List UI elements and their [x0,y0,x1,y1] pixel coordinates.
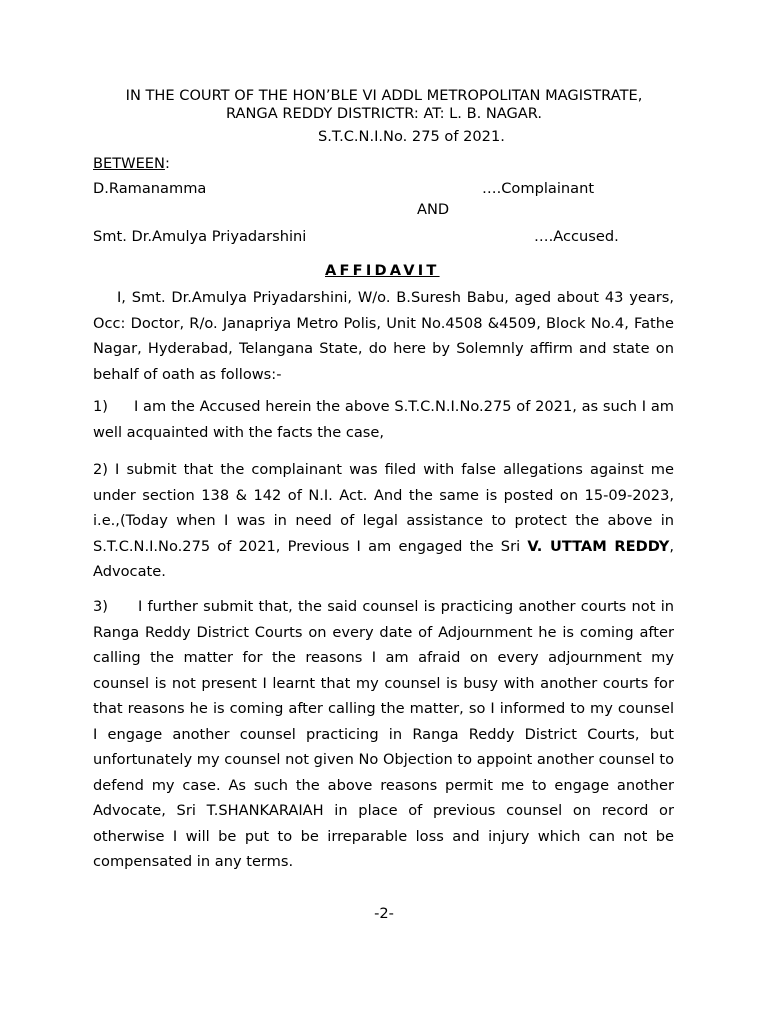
page-number: -2- [374,905,394,922]
intro-paragraph: I, Smt. Dr.Amulya Priyadarshini, W/o. B.Suresh Babu, aged about 43 years, Occ: Doctor, R/o. Janapriya Metro Polis, Unit No.4508 &4509, Block No.4, Fathe Nagar, Hyderabad, Telangana State, do here by Solemnly affirm and state on behalf of oath as follows:- [93,289,674,383]
complainant-role: ….Complainant [482,180,595,197]
paragraph-1-text: I am the Accused herein the above S.T.C.N.I.No.275 of 2021, as such I am well acquainted with the facts the case, [93,398,674,441]
between-label: BETWEEN [93,155,165,172]
affidavit-title-text: AFFIDAVIT [325,262,440,279]
case-number: S.T.C.N.I.No. 275 of 2021. [318,128,505,145]
paragraph-3-number: 3) [93,598,108,615]
complainant-name: D.Ramanamma [93,180,207,197]
paragraph-1-number: 1) [93,398,108,415]
between-heading [93,155,170,172]
paragraph-3 [93,594,674,875]
paragraph-2 [93,457,674,585]
accused-role: ….Accused. [534,228,619,245]
paragraph-1 [93,394,674,445]
affidavit-title [325,262,440,279]
between-colon: : [164,155,170,172]
court-heading-line1: IN THE COURT OF THE HON’BLE VI ADDL METROPOLITAN MAGISTRATE, [125,87,643,104]
accused-name: Smt. Dr.Amulya Priyadarshini [93,228,307,245]
and-label: AND [417,201,450,218]
paragraph-2-text-end: , Advocate. [93,537,674,580]
advocate-name: V. UTTAM REDDY [527,537,670,555]
paragraph-2-text: 2) I submit that the complainant was filed with false allegations against me under section 138 & 142 of N.I. Act. And the same is posted on 15-09-2023, i.e.,(Today when I was in need of legal assistance to protect the above in S.T.C.N.I.No.275 of 2021, Previous I am engaged the Sri [93,461,674,555]
court-heading-line2: RANGA REDDY DISTRICTR: AT: L. B. NAGAR. [225,105,543,122]
paragraph-3-text: I further submit that, the said counsel is practicing another courts not in Ranga Reddy District Courts on every date of Adjournment he is coming after calling the matter for the reasons I am afraid on every adjournment my counsel is not present I learnt that my counsel is busy with another courts for that reasons he is coming after calling the matter, so I informed to my counsel I engage another counsel practicing in Ranga Reddy District Courts, but unfortunately my counsel not given No Objection to appoint another counsel to defend my case. As such the above reasons permit me to engage another Advocate, Sri T.SHANKARAIAH in place of previous counsel on record or otherwise I will be put to be irreparable loss and injury which can not be compensated in any terms. [93,598,674,870]
